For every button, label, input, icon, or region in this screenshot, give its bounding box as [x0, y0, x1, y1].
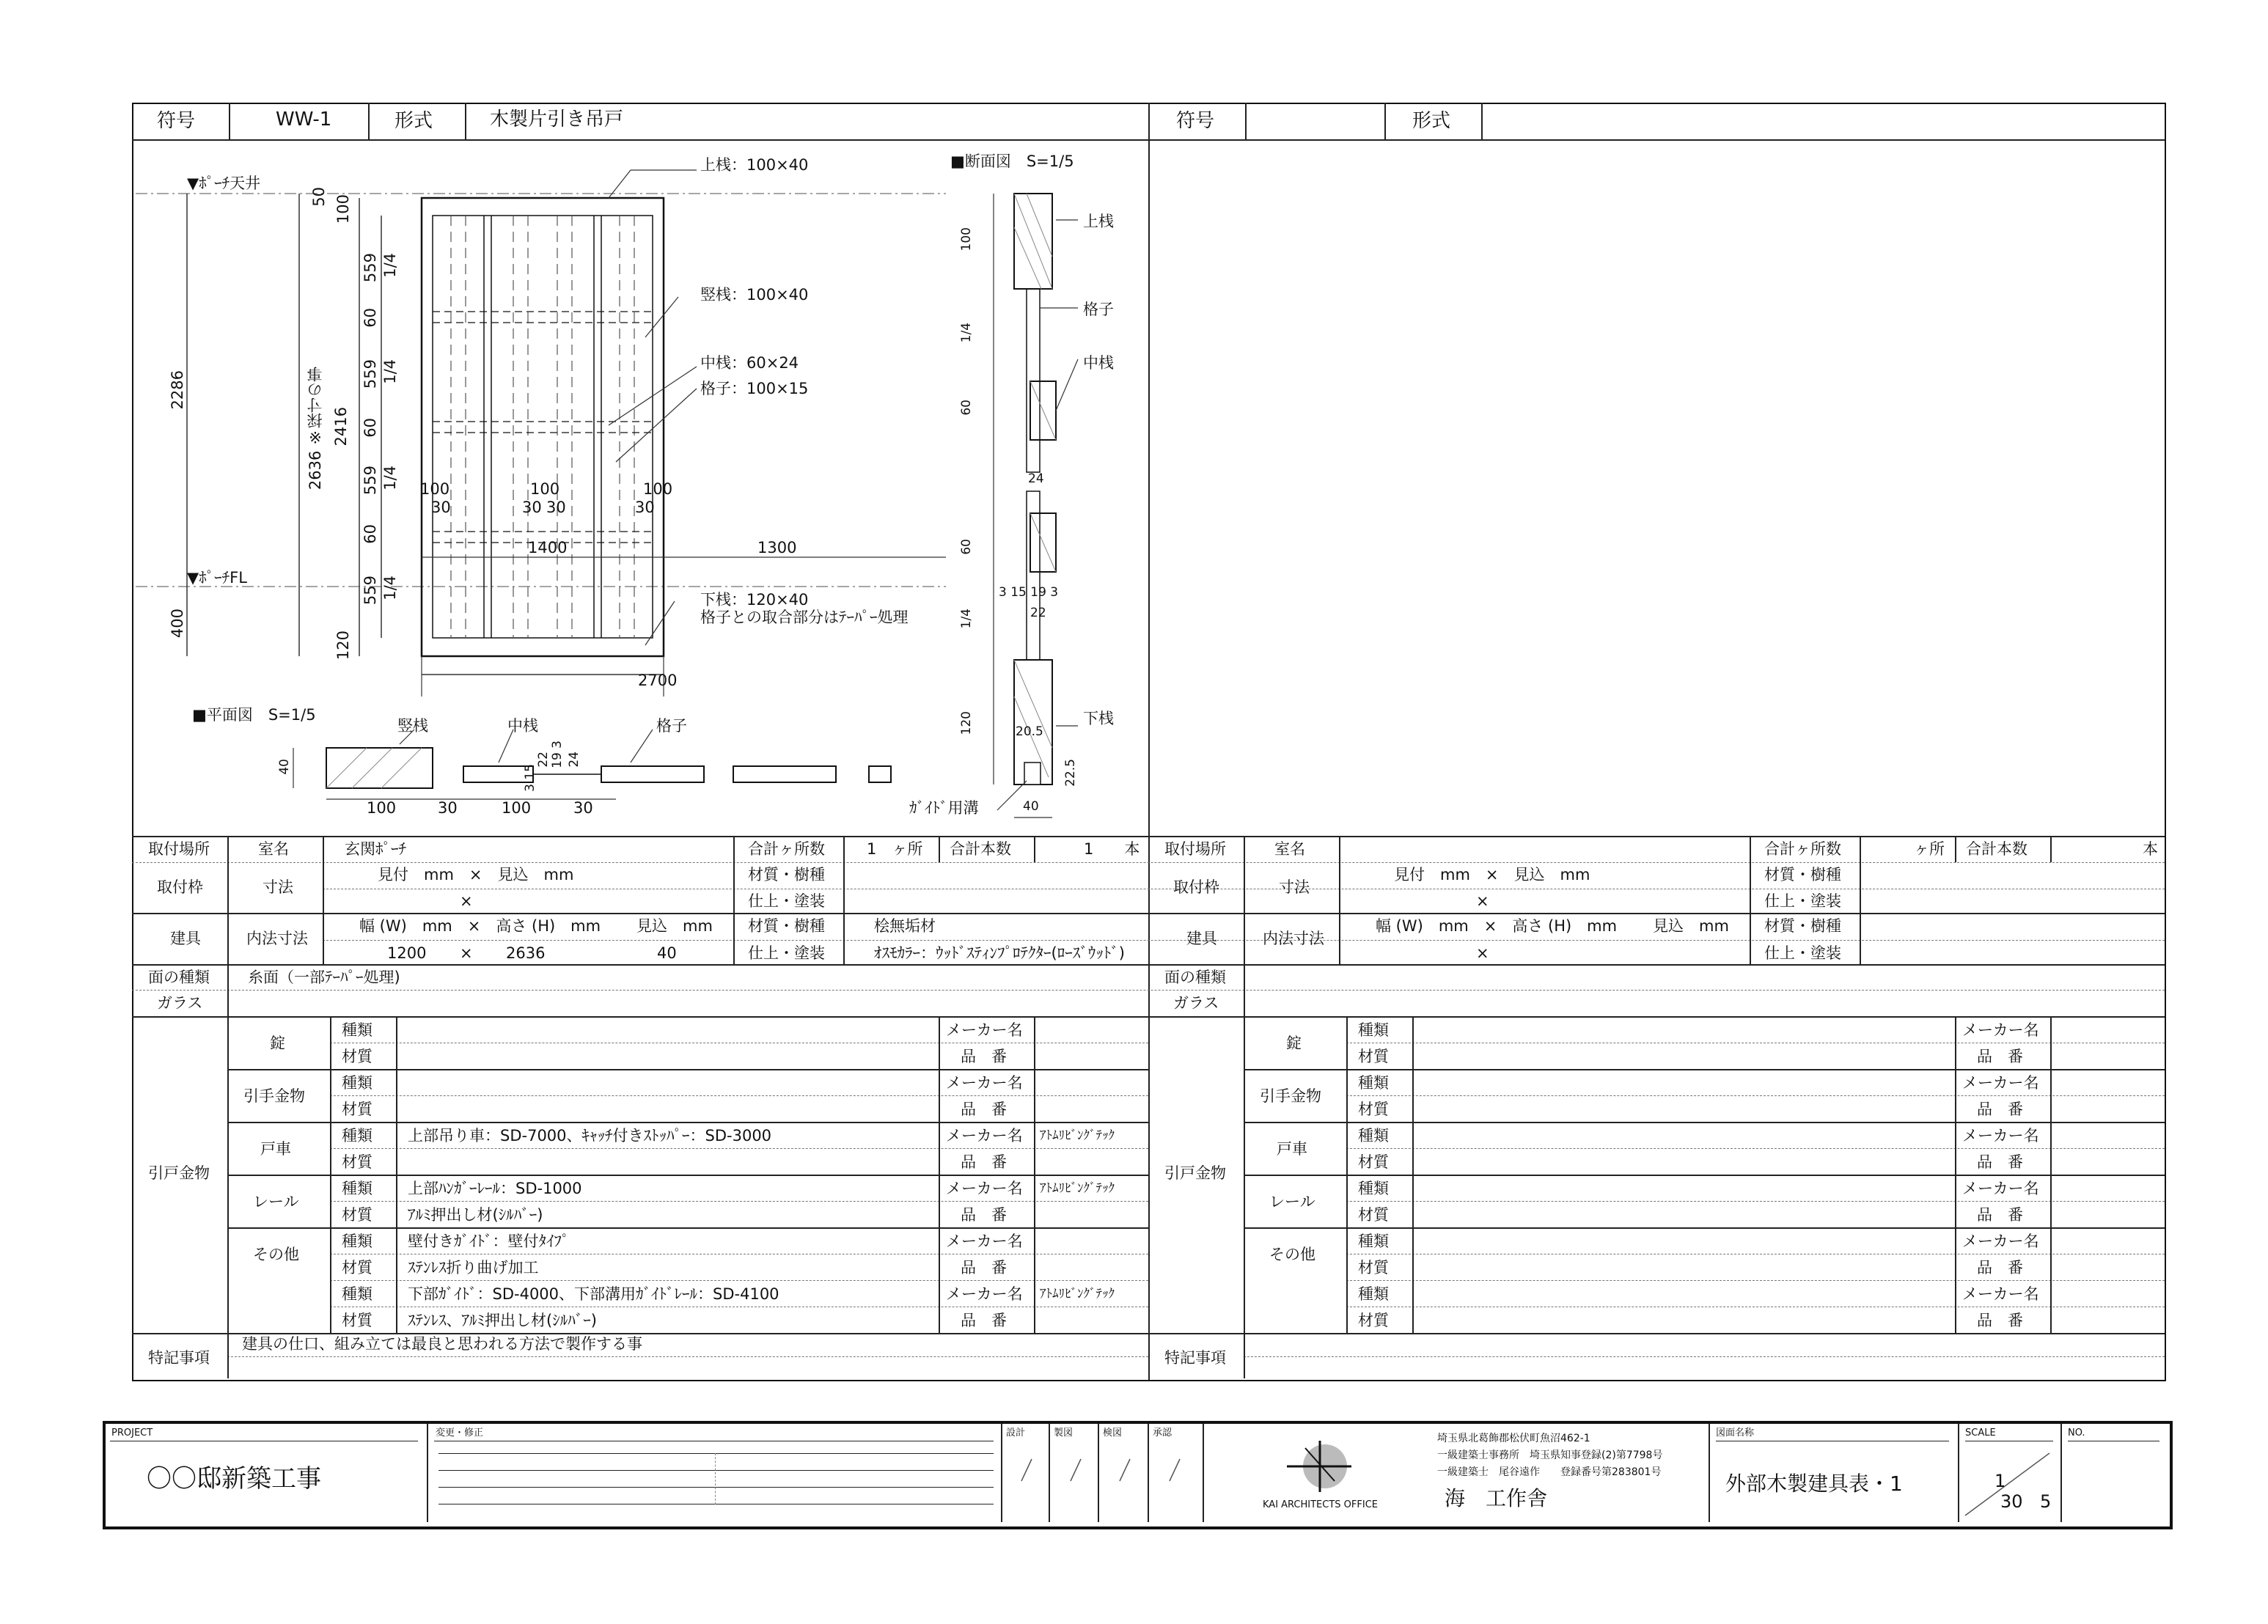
- top-rail-note: 上桟：100×40: [700, 156, 809, 174]
- l-r2-x: ×: [460, 892, 473, 910]
- dim-14a: 1/4: [381, 253, 399, 278]
- dim-559d: 559: [362, 576, 379, 606]
- l-k1: 種類: [342, 1021, 373, 1039]
- l-m5: 材質: [342, 1259, 373, 1276]
- l-r3-finish-value: ｵｽﾓｶﾗｰ：ｳｯﾄﾞｽﾃｨﾝﾌﾟﾛﾃｸﾀｰ(ﾛｰｽﾞｳｯﾄﾞ): [874, 944, 1125, 962]
- revision-label: 変更・修正: [436, 1428, 484, 1439]
- r-m3: 材質: [1358, 1153, 1389, 1171]
- r-mk1: メーカー名: [1962, 1021, 2039, 1039]
- drawing-name: 外部木製建具表・1: [1725, 1471, 1903, 1496]
- floor-label: ▼ﾎﾟｰﾁFL: [187, 569, 247, 587]
- l-k2: 種類: [342, 1074, 373, 1092]
- dim-100: 100: [334, 194, 352, 224]
- l-r4-edge: 面の種類: [148, 969, 210, 986]
- l-hw-rail: レール: [253, 1193, 299, 1210]
- dim-60a: 60: [362, 308, 379, 328]
- l-r1-place: 取付場所: [148, 840, 210, 858]
- r-r3-finish: 仕上・塗装: [1764, 944, 1841, 962]
- lattice-note: 格子：100×15: [700, 380, 809, 397]
- l-r1-total-label: 合計本数: [950, 840, 1011, 858]
- sheet-divider: [1148, 103, 1150, 1380]
- r-m4: 材質: [1358, 1206, 1389, 1224]
- l-r1-count-value: 1 ヶ所: [867, 840, 923, 858]
- l-r3-wh-header: 幅 (W) mm × 高さ (H) mm: [359, 917, 601, 935]
- approve-label: 承認: [1153, 1428, 1172, 1439]
- design-label: 設計: [1006, 1428, 1026, 1439]
- r-k6: 種類: [1358, 1285, 1389, 1303]
- l-hw-pull: 引手金物: [243, 1087, 305, 1105]
- sec-lattice-label: 格子: [1083, 301, 1114, 318]
- left-type-label: 形式: [394, 110, 433, 132]
- dim-50: 50: [310, 187, 328, 207]
- r-hw-pull: 引手金物: [1260, 1087, 1321, 1105]
- sec-bottom-label: 下桟: [1083, 710, 1114, 727]
- sec-dim-60b: 60: [959, 539, 974, 555]
- dim-w100a: 100: [420, 480, 450, 498]
- plan-dim-100b: 100: [502, 799, 532, 817]
- l-pn2: 品 番: [961, 1101, 1007, 1118]
- r-k5: 種類: [1358, 1232, 1389, 1250]
- l-r2-finish: 仕上・塗装: [748, 892, 825, 910]
- l-r3-inner: 内法寸法: [246, 930, 308, 947]
- plan-dim-22: 22: [536, 752, 551, 768]
- scale-label: SCALE: [1965, 1428, 1996, 1439]
- plan-lattice-label: 格子: [656, 717, 687, 735]
- r-r3-inner: 内法寸法: [1263, 930, 1324, 947]
- l-r3-height: 2636: [506, 944, 546, 962]
- r-r2-dims: 見付 mm × 見込 mm: [1394, 866, 1590, 883]
- l-hw-lock: 錠: [270, 1035, 285, 1052]
- r-mk6: メーカー名: [1962, 1285, 2039, 1303]
- l-v4k: 上部ﾊﾝｶﾞｰﾚｰﾙ：SD-1000: [408, 1180, 582, 1197]
- plan-dim-100a: 100: [367, 799, 397, 817]
- dim-w100c: 100: [643, 480, 673, 498]
- sec-dim-22: 22: [1030, 606, 1046, 620]
- office-addr1: 埼玉県北葛飾郡松伏町魚沼462-1: [1437, 1433, 1590, 1444]
- plan-dim-315: 3 15: [523, 764, 537, 792]
- office-name: 海 工作舎: [1445, 1486, 1548, 1510]
- l-v5m1: ｽﾃﾝﾚｽ折り曲げ加工: [408, 1259, 539, 1276]
- r-m6: 材質: [1358, 1312, 1389, 1329]
- right-code-label: 符号: [1176, 110, 1215, 132]
- r-r2-x: ×: [1476, 892, 1489, 910]
- l-r3-width: 1200: [387, 944, 427, 962]
- check-label: 検図: [1103, 1428, 1123, 1439]
- section-title: ■断面図 S=1/5: [950, 153, 1074, 170]
- ceiling-label: ▼ﾎﾟｰﾁ天井: [187, 174, 261, 192]
- plan-dim-40: 40: [277, 759, 292, 775]
- plan-title: ■平面図 S=1/5: [192, 706, 316, 724]
- stile-note: 竪桟：100×40: [700, 286, 809, 304]
- left-type-value: 木製片引き吊戸: [490, 109, 624, 131]
- r-pn1: 品 番: [1977, 1048, 2023, 1065]
- plan-dim-24: 24: [567, 752, 581, 768]
- l-m2: 材質: [342, 1101, 373, 1118]
- dim-559c: 559: [362, 466, 379, 496]
- r-r3-wh-header: 幅 (W) mm × 高さ (H) mm: [1376, 917, 1618, 935]
- l-m6: 材質: [342, 1312, 373, 1329]
- r-hw-roller: 戸車: [1277, 1140, 1307, 1158]
- l-v5mk2: ｱﾄﾑﾘﾋﾞﾝｸﾞﾃｯｸ: [1040, 1287, 1115, 1301]
- l-pn6: 品 番: [961, 1312, 1007, 1329]
- office-logo-icon: [1280, 1437, 1360, 1496]
- l-m1: 材質: [342, 1048, 373, 1065]
- l-v4m: ｱﾙﾐ押出し材(ｼﾙﾊﾞｰ): [408, 1206, 543, 1224]
- r-r4-edge: 面の種類: [1164, 969, 1226, 986]
- scale-extra: 5: [2040, 1491, 2052, 1512]
- l-r2-frame: 取付枠: [157, 878, 203, 896]
- bottom-taper-note: 格子との取合部分はﾃｰﾊﾟｰ処理: [700, 609, 909, 626]
- sec-mid-label: 中桟: [1083, 354, 1114, 372]
- door-drawing: [0, 0, 1148, 836]
- l-v5k2: 下部ｶﾞｲﾄﾞ：SD-4000、下部溝用ｶﾞｲﾄﾞﾚｰﾙ：SD-4100: [408, 1285, 779, 1303]
- dim-400: 400: [169, 609, 186, 639]
- dim-14b: 1/4: [381, 359, 399, 384]
- l-v5k1: 壁付きｶﾞｲﾄﾞ：壁付ﾀｲﾌﾟ: [408, 1232, 570, 1250]
- dim-14c: 1/4: [381, 466, 399, 490]
- r-r3-material: 材質・樹種: [1764, 917, 1841, 935]
- r-r3-depth-header: 見込 mm: [1653, 917, 1729, 935]
- l-r3-depth: 40: [657, 944, 677, 962]
- l-hw-group: 引戸金物: [148, 1164, 210, 1182]
- sec-dim-14a: 1/4: [959, 323, 974, 343]
- dim-w30b: 30: [522, 499, 542, 516]
- r-pn6: 品 番: [1977, 1312, 2023, 1329]
- sec-dim-205: 20.5: [1016, 724, 1043, 739]
- approval-slashes: [1001, 1424, 1203, 1522]
- sec-dim-14b: 1/4: [959, 609, 974, 629]
- plan-stile-label: 竪桟: [397, 717, 428, 735]
- scale-den: 30: [2000, 1491, 2023, 1512]
- l-v3k: 上部吊り車：SD-7000、ｷｬｯﾁ付きｽﾄｯﾊﾟｰ：SD-3000: [408, 1127, 772, 1144]
- left-code-value: WW-1: [276, 109, 332, 131]
- l-r2-size: 寸法: [263, 878, 293, 896]
- dim-w30c: 30: [546, 499, 566, 516]
- no-label: NO.: [2068, 1428, 2085, 1439]
- r-r1-count-value: ヶ所: [1914, 840, 1945, 858]
- office-en: KAI ARCHITECTS OFFICE: [1263, 1499, 1378, 1510]
- l-pn4: 品 番: [961, 1206, 1007, 1224]
- l-r2-material: 材質・樹種: [748, 866, 825, 883]
- r-m1: 材質: [1358, 1048, 1389, 1065]
- sec-top-label: 上桟: [1083, 213, 1114, 230]
- office-addr3: 一級建築士 尾谷遠作 登録番号第283801号: [1437, 1466, 1662, 1478]
- r-k4: 種類: [1358, 1180, 1389, 1197]
- r-k2: 種類: [1358, 1074, 1389, 1092]
- plan-dim-30b: 30: [573, 799, 593, 817]
- dim-1300: 1300: [757, 539, 797, 556]
- l-r3-x: ×: [460, 944, 473, 962]
- dim-120: 120: [334, 631, 352, 661]
- l-mk4: メーカー名: [946, 1180, 1023, 1197]
- dim-w30a: 30: [431, 499, 451, 516]
- dim-60c: 60: [362, 524, 379, 544]
- left-code-label: 符号: [157, 110, 196, 132]
- r-pn2: 品 番: [1977, 1101, 2023, 1118]
- dim-w100b: 100: [530, 480, 560, 498]
- l-m3: 材質: [342, 1153, 373, 1171]
- r-r1-room: 室名: [1274, 840, 1305, 858]
- l-r2-dims: 見付 mm × 見込 mm: [378, 866, 574, 883]
- sec-dim-24: 24: [1028, 471, 1044, 486]
- l-pn1: 品 番: [961, 1048, 1007, 1065]
- l-r3-material: 材質・樹種: [748, 917, 825, 935]
- r-note-label: 特記事項: [1164, 1349, 1226, 1367]
- l-r4-edge-value: 糸面（一部ﾃｰﾊﾟｰ処理): [248, 969, 400, 986]
- r-mk2: メーカー名: [1962, 1074, 2039, 1092]
- drawing-label: 図面名称: [1716, 1428, 1755, 1439]
- l-r1-room: 室名: [258, 840, 289, 858]
- right-type-label: 形式: [1412, 110, 1451, 132]
- l-k4: 種類: [342, 1180, 373, 1197]
- l-pn3: 品 番: [961, 1153, 1007, 1171]
- l-note-label: 特記事項: [148, 1349, 210, 1367]
- dim-559b: 559: [362, 359, 379, 389]
- l-k6: 種類: [342, 1285, 373, 1303]
- dim-2416: 2416: [332, 407, 350, 447]
- sec-dim-3151: 3 15 19 3: [999, 585, 1059, 600]
- dim-559a: 559: [362, 253, 379, 283]
- r-r1-total-label: 合計本数: [1966, 840, 2027, 858]
- l-v4mk: ｱﾄﾑﾘﾋﾞﾝｸﾞﾃｯｸ: [1040, 1181, 1115, 1196]
- r-m5: 材質: [1358, 1259, 1389, 1276]
- r-hw-lock: 錠: [1286, 1035, 1302, 1052]
- l-r1-room-value: 玄関ﾎﾟｰﾁ: [345, 840, 406, 858]
- plan-dim-30a: 30: [438, 799, 458, 817]
- l-k3: 種類: [342, 1127, 373, 1144]
- l-r1-count-label: 合計ヶ所数: [748, 840, 825, 858]
- sec-dim-60a: 60: [959, 400, 974, 416]
- r-r3-x: ×: [1476, 944, 1489, 962]
- dim-2700: 2700: [638, 672, 678, 689]
- plan-dim-193: 19 3: [550, 741, 565, 768]
- l-r3-door: 建具: [170, 930, 201, 947]
- r-hw-group: 引戸金物: [1164, 1164, 1226, 1182]
- l-mk5: メーカー名: [946, 1232, 1023, 1250]
- l-r1-total-value: 1 本: [1084, 840, 1140, 858]
- sec-dim-120: 120: [959, 711, 974, 735]
- project-name: 〇〇邸新築工事: [147, 1464, 321, 1493]
- dim-60b: 60: [362, 418, 379, 438]
- r-hw-rail: レール: [1269, 1193, 1315, 1210]
- l-r3-finish: 仕上・塗装: [748, 944, 825, 962]
- l-k5: 種類: [342, 1232, 373, 1250]
- plan-mid-label: 中桟: [507, 717, 538, 735]
- l-hw-roller: 戸車: [260, 1140, 291, 1158]
- r-mk4: メーカー名: [1962, 1180, 2039, 1197]
- r-r2-material: 材質・樹種: [1764, 866, 1841, 883]
- r-r2-size: 寸法: [1279, 878, 1310, 896]
- r-pn4: 品 番: [1977, 1206, 2023, 1224]
- sec-dim-225: 22.5: [1063, 759, 1078, 787]
- dim-2286: 2286: [169, 370, 186, 410]
- r-r5-glass: ガラス: [1173, 994, 1219, 1012]
- r-mk3: メーカー名: [1962, 1127, 2039, 1144]
- dim-2636: 2636 ※採寸の事: [307, 367, 324, 490]
- r-r1-total-value: 本: [2143, 840, 2158, 858]
- r-r2-finish: 仕上・塗装: [1764, 892, 1841, 910]
- r-r3-door: 建具: [1186, 930, 1217, 947]
- r-r1-count-label: 合計ヶ所数: [1764, 840, 1841, 858]
- r-r1-place: 取付場所: [1164, 840, 1226, 858]
- sec-guide-label: ｶﾞｲﾄﾞ用溝: [909, 799, 979, 817]
- office-addr2: 一級建築士事務所 埼玉県知事登録(2)第7798号: [1437, 1450, 1663, 1461]
- l-v3mk: ｱﾄﾑﾘﾋﾞﾝｸﾞﾃｯｸ: [1040, 1128, 1115, 1143]
- sec-dim-40: 40: [1023, 799, 1039, 814]
- dim-w30d: 30: [635, 499, 655, 516]
- project-label: PROJECT: [111, 1428, 153, 1439]
- dim-1400: 1400: [528, 539, 568, 556]
- l-mk6: メーカー名: [946, 1285, 1023, 1303]
- r-k1: 種類: [1358, 1021, 1389, 1039]
- dim-14d: 1/4: [381, 576, 399, 600]
- l-m4: 材質: [342, 1206, 373, 1224]
- r-hw-other: その他: [1269, 1246, 1315, 1263]
- l-mk2: メーカー名: [946, 1074, 1023, 1092]
- mid-rail-note: 中桟：60×24: [700, 354, 799, 372]
- l-pn5: 品 番: [961, 1259, 1007, 1276]
- l-v5m2: ｽﾃﾝﾚｽ、ｱﾙﾐ押出し材(ｼﾙﾊﾞｰ): [408, 1312, 597, 1329]
- draft-label: 製図: [1054, 1428, 1074, 1439]
- r-pn5: 品 番: [1977, 1259, 2023, 1276]
- l-mk3: メーカー名: [946, 1127, 1023, 1144]
- r-pn3: 品 番: [1977, 1153, 2023, 1171]
- l-r3-material-value: 桧無垢材: [874, 917, 936, 935]
- bottom-rail-note: 下桟：120×40: [700, 591, 809, 609]
- r-k3: 種類: [1358, 1127, 1389, 1144]
- l-hw-other: その他: [253, 1246, 299, 1263]
- r-mk5: メーカー名: [1962, 1232, 2039, 1250]
- r-m2: 材質: [1358, 1101, 1389, 1118]
- r-r2-frame: 取付枠: [1173, 878, 1219, 896]
- l-note-text: 建具の仕口、組み立ては最良と思われる方法で製作する事: [242, 1335, 642, 1353]
- l-r5-glass: ガラス: [157, 994, 203, 1012]
- sec-dim-100: 100: [959, 227, 974, 251]
- scale-num: 1: [1994, 1471, 2006, 1491]
- l-r3-depth-header: 見込 mm: [636, 917, 713, 935]
- l-mk1: メーカー名: [946, 1021, 1023, 1039]
